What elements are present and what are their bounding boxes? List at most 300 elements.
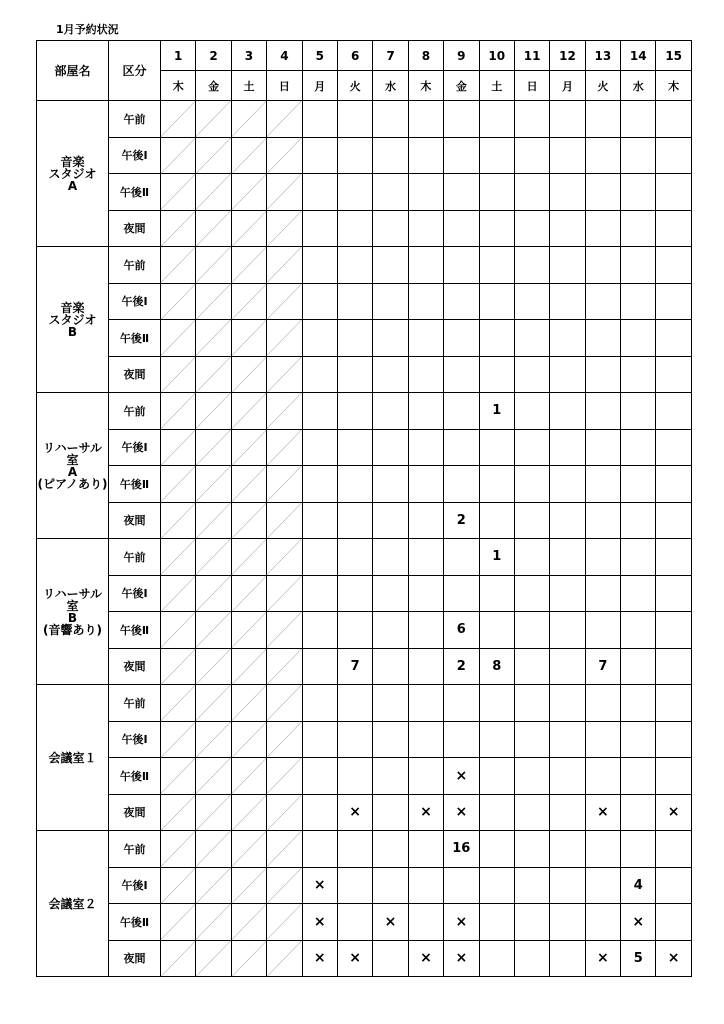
cell-day-9	[444, 466, 479, 503]
cell-day-7	[373, 539, 408, 576]
header-weekday-11: 日	[514, 71, 549, 101]
diagonal-line	[232, 576, 266, 612]
room-name-line: B	[67, 324, 78, 339]
unavailable-cell	[231, 648, 266, 685]
cell-day-12	[550, 210, 585, 247]
booked-mark: ×	[302, 940, 337, 977]
diagonal-line	[232, 722, 266, 758]
room-name-line: 音楽	[60, 154, 85, 169]
diagonal-line	[196, 904, 230, 940]
cell-day-8	[408, 137, 443, 174]
slot-label: 夜間	[109, 502, 161, 539]
cell-day-8	[408, 393, 443, 430]
unavailable-cell	[161, 283, 196, 320]
diagonal-line	[196, 831, 230, 867]
cell-day-6	[337, 247, 372, 284]
cell-day-8	[408, 466, 443, 503]
cell-day-10	[479, 320, 514, 357]
diagonal-line	[161, 503, 195, 539]
cell-day-5	[302, 247, 337, 284]
cell-day-8	[408, 539, 443, 576]
diagonal-line	[232, 393, 266, 429]
cell-day-7	[373, 429, 408, 466]
booked-mark: ×	[444, 940, 479, 977]
header-weekday-9: 金	[444, 71, 479, 101]
unavailable-cell	[161, 758, 196, 795]
slot-label: 夜間	[109, 210, 161, 247]
unavailable-cell	[196, 685, 231, 722]
diagonal-line	[232, 941, 266, 977]
slot-label: 午後Ⅰ	[109, 575, 161, 612]
unavailable-cell	[196, 904, 231, 941]
unavailable-cell	[161, 502, 196, 539]
unavailable-cell	[161, 940, 196, 977]
header-weekday-10: 土	[479, 71, 514, 101]
cell-day-13	[585, 721, 620, 758]
diagonal-line	[161, 685, 195, 721]
diagonal-line	[161, 941, 195, 977]
cell-day-12	[550, 539, 585, 576]
diagonal-line	[196, 320, 230, 356]
cell-day-12	[550, 101, 585, 138]
unavailable-cell	[231, 101, 266, 138]
header-weekday-8: 木	[408, 71, 443, 101]
diagonal-line	[267, 503, 301, 539]
cell-day-8	[408, 356, 443, 393]
slot-label: 午後Ⅱ	[109, 466, 161, 503]
cell-day-10	[479, 940, 514, 977]
diagonal-line	[267, 576, 301, 612]
header-weekday-1: 木	[161, 71, 196, 101]
cell-day-10	[479, 137, 514, 174]
slot-label: 午後Ⅰ	[109, 721, 161, 758]
unavailable-cell	[231, 867, 266, 904]
cell-day-13	[585, 101, 620, 138]
unavailable-cell	[196, 429, 231, 466]
unavailable-cell	[231, 539, 266, 576]
room-name	[37, 101, 109, 247]
unavailable-cell	[267, 794, 302, 831]
diagonal-line	[267, 320, 301, 356]
diagonal-line	[161, 174, 195, 210]
unavailable-cell	[196, 758, 231, 795]
unavailable-cell	[196, 612, 231, 649]
cell-day-7	[373, 283, 408, 320]
cell-day-11	[514, 758, 549, 795]
cell-day-15	[656, 137, 691, 174]
cell-day-15	[656, 685, 691, 722]
cell-day-7	[373, 940, 408, 977]
unavailable-cell	[196, 648, 231, 685]
diagonal-line	[267, 612, 301, 648]
diagonal-line	[161, 320, 195, 356]
cell-day-8	[408, 612, 443, 649]
cell-day-6	[337, 283, 372, 320]
cell-day-9	[444, 101, 479, 138]
diagonal-line	[232, 612, 266, 648]
unavailable-cell	[196, 466, 231, 503]
cell-day-5	[302, 831, 337, 868]
diagonal-line	[232, 247, 266, 283]
diagonal-line	[161, 722, 195, 758]
cell-day-6	[337, 502, 372, 539]
cell-day-15	[656, 648, 691, 685]
cell-day-7	[373, 210, 408, 247]
room-name	[37, 247, 109, 393]
cell-day-5	[302, 393, 337, 430]
cell-day-11	[514, 575, 549, 612]
unavailable-cell	[231, 575, 266, 612]
cell-day-13	[585, 502, 620, 539]
reservation-count: 1	[479, 393, 514, 430]
cell-day-15	[656, 320, 691, 357]
cell-day-11	[514, 101, 549, 138]
cell-day-11	[514, 502, 549, 539]
booked-mark: ×	[444, 758, 479, 795]
header-weekday-12: 月	[550, 71, 585, 101]
cell-day-10	[479, 210, 514, 247]
cell-day-8	[408, 758, 443, 795]
unavailable-cell	[161, 685, 196, 722]
cell-day-15	[656, 612, 691, 649]
unavailable-cell	[267, 758, 302, 795]
cell-day-5	[302, 758, 337, 795]
cell-day-15	[656, 356, 691, 393]
cell-day-8	[408, 904, 443, 941]
header-weekday-3: 土	[231, 71, 266, 101]
cell-day-10	[479, 466, 514, 503]
header-day-15: 15	[656, 41, 691, 71]
cell-day-5	[302, 174, 337, 211]
cell-day-12	[550, 794, 585, 831]
cell-day-13	[585, 831, 620, 868]
diagonal-line	[196, 393, 230, 429]
diagonal-line	[267, 138, 301, 174]
unavailable-cell	[231, 721, 266, 758]
header-weekday-5: 月	[302, 71, 337, 101]
room-name	[37, 831, 109, 977]
cell-day-10	[479, 867, 514, 904]
cell-day-11	[514, 831, 549, 868]
slot-label: 夜間	[109, 648, 161, 685]
diagonal-line	[267, 649, 301, 685]
unavailable-cell	[267, 210, 302, 247]
cell-day-5	[302, 721, 337, 758]
cell-day-10	[479, 283, 514, 320]
unavailable-cell	[231, 174, 266, 211]
cell-day-12	[550, 721, 585, 758]
cell-day-13	[585, 320, 620, 357]
diagonal-line	[267, 466, 301, 502]
unavailable-cell	[267, 393, 302, 430]
cell-day-12	[550, 685, 585, 722]
cell-day-5	[302, 794, 337, 831]
cell-day-15	[656, 867, 691, 904]
cell-day-9	[444, 247, 479, 284]
unavailable-cell	[196, 210, 231, 247]
cell-day-12	[550, 612, 585, 649]
cell-day-14	[621, 539, 656, 576]
diagonal-line	[196, 539, 230, 575]
unavailable-cell	[161, 794, 196, 831]
cell-day-12	[550, 320, 585, 357]
diagonal-line	[196, 612, 230, 648]
unavailable-cell	[196, 393, 231, 430]
diagonal-line	[232, 904, 266, 940]
room-name-line: A	[67, 178, 78, 193]
cell-day-14	[621, 502, 656, 539]
diagonal-line	[267, 831, 301, 867]
room-name-line: (ピアノあり)	[37, 476, 108, 491]
unavailable-cell	[196, 575, 231, 612]
cell-day-6	[337, 137, 372, 174]
cell-day-14	[621, 283, 656, 320]
unavailable-cell	[267, 831, 302, 868]
unavailable-cell	[267, 283, 302, 320]
cell-day-9	[444, 210, 479, 247]
diagonal-line	[196, 868, 230, 904]
reservation-count: 16	[444, 831, 479, 868]
header-day-11: 11	[514, 41, 549, 71]
slot-label: 午前	[109, 831, 161, 868]
cell-day-12	[550, 429, 585, 466]
cell-day-8	[408, 685, 443, 722]
cell-day-13	[585, 283, 620, 320]
unavailable-cell	[267, 356, 302, 393]
slot-label: 午後Ⅰ	[109, 429, 161, 466]
cell-day-13	[585, 174, 620, 211]
slot-label: 夜間	[109, 356, 161, 393]
unavailable-cell	[161, 575, 196, 612]
unavailable-cell	[196, 831, 231, 868]
cell-day-13	[585, 247, 620, 284]
unavailable-cell	[196, 867, 231, 904]
unavailable-cell	[231, 685, 266, 722]
cell-day-6	[337, 429, 372, 466]
cell-day-8	[408, 247, 443, 284]
unavailable-cell	[267, 174, 302, 211]
cell-day-14	[621, 648, 656, 685]
diagonal-line	[232, 174, 266, 210]
cell-day-13	[585, 429, 620, 466]
cell-day-9	[444, 174, 479, 211]
header-weekday-14: 水	[621, 71, 656, 101]
diagonal-line	[232, 466, 266, 502]
unavailable-cell	[267, 575, 302, 612]
diagonal-line	[267, 284, 301, 320]
diagonal-line	[161, 831, 195, 867]
diagonal-line	[232, 795, 266, 831]
diagonal-line	[232, 357, 266, 393]
cell-day-14	[621, 393, 656, 430]
booked-mark: ×	[585, 794, 620, 831]
cell-day-9	[444, 429, 479, 466]
reservation-count: 1	[479, 539, 514, 576]
diagonal-line	[232, 211, 266, 247]
cell-day-5	[302, 137, 337, 174]
unavailable-cell	[231, 137, 266, 174]
cell-day-10	[479, 247, 514, 284]
cell-day-8	[408, 575, 443, 612]
cell-day-15	[656, 831, 691, 868]
cell-day-6	[337, 685, 372, 722]
diagonal-line	[161, 466, 195, 502]
cell-day-6	[337, 831, 372, 868]
header-weekday-7: 水	[373, 71, 408, 101]
diagonal-line	[196, 649, 230, 685]
diagonal-line	[161, 904, 195, 940]
cell-day-14	[621, 356, 656, 393]
cell-day-11	[514, 356, 549, 393]
unavailable-cell	[267, 867, 302, 904]
unavailable-cell	[196, 101, 231, 138]
cell-day-14	[621, 247, 656, 284]
diagonal-line	[196, 174, 230, 210]
cell-day-5	[302, 612, 337, 649]
cell-day-11	[514, 247, 549, 284]
header-day-10: 10	[479, 41, 514, 71]
booked-mark: ×	[444, 904, 479, 941]
unavailable-cell	[267, 685, 302, 722]
unavailable-cell	[267, 320, 302, 357]
diagonal-line	[161, 795, 195, 831]
diagonal-line	[267, 101, 301, 137]
cell-day-6	[337, 466, 372, 503]
header-day-12: 12	[550, 41, 585, 71]
cell-day-13	[585, 575, 620, 612]
cell-day-15	[656, 502, 691, 539]
cell-day-8	[408, 502, 443, 539]
unavailable-cell	[231, 831, 266, 868]
cell-day-11	[514, 612, 549, 649]
booked-mark: ×	[337, 794, 372, 831]
diagonal-line	[232, 430, 266, 466]
cell-day-12	[550, 137, 585, 174]
cell-day-15	[656, 575, 691, 612]
booked-mark: ×	[302, 867, 337, 904]
cell-day-7	[373, 502, 408, 539]
cell-day-6	[337, 320, 372, 357]
unavailable-cell	[231, 758, 266, 795]
cell-day-8	[408, 283, 443, 320]
unavailable-cell	[231, 356, 266, 393]
slot-label: 午後Ⅱ	[109, 320, 161, 357]
unavailable-cell	[161, 904, 196, 941]
cell-day-5	[302, 320, 337, 357]
diagonal-line	[196, 284, 230, 320]
cell-day-14	[621, 685, 656, 722]
diagonal-line	[267, 357, 301, 393]
cell-day-13	[585, 539, 620, 576]
diagonal-line	[196, 795, 230, 831]
unavailable-cell	[161, 247, 196, 284]
diagonal-line	[196, 722, 230, 758]
unavailable-cell	[196, 721, 231, 758]
cell-day-8	[408, 174, 443, 211]
diagonal-line	[161, 576, 195, 612]
cell-day-11	[514, 393, 549, 430]
cell-day-11	[514, 904, 549, 941]
diagonal-line	[267, 904, 301, 940]
cell-day-7	[373, 758, 408, 795]
unavailable-cell	[161, 612, 196, 649]
diagonal-line	[161, 393, 195, 429]
cell-day-10	[479, 575, 514, 612]
cell-day-11	[514, 137, 549, 174]
cell-day-10	[479, 794, 514, 831]
cell-day-9	[444, 539, 479, 576]
diagonal-line	[267, 868, 301, 904]
diagonal-line	[232, 649, 266, 685]
cell-day-14	[621, 612, 656, 649]
unavailable-cell	[267, 648, 302, 685]
cell-day-9	[444, 393, 479, 430]
unavailable-cell	[267, 721, 302, 758]
cell-day-12	[550, 502, 585, 539]
cell-day-11	[514, 794, 549, 831]
cell-day-9	[444, 685, 479, 722]
cell-day-10	[479, 831, 514, 868]
cell-day-11	[514, 539, 549, 576]
slot-label: 午後Ⅱ	[109, 904, 161, 941]
diagonal-line	[196, 576, 230, 612]
diagonal-line	[196, 247, 230, 283]
cell-day-15	[656, 210, 691, 247]
cell-day-6	[337, 575, 372, 612]
cell-day-14	[621, 174, 656, 211]
cell-day-13	[585, 685, 620, 722]
cell-day-11	[514, 685, 549, 722]
room-name-line: リハーサル室	[42, 440, 103, 467]
unavailable-cell	[231, 429, 266, 466]
cell-day-13	[585, 466, 620, 503]
cell-day-7	[373, 867, 408, 904]
cell-day-7	[373, 575, 408, 612]
cell-day-14	[621, 137, 656, 174]
header-day-3: 3	[231, 41, 266, 71]
cell-day-5	[302, 210, 337, 247]
unavailable-cell	[231, 940, 266, 977]
cell-day-10	[479, 721, 514, 758]
cell-day-10	[479, 758, 514, 795]
unavailable-cell	[267, 904, 302, 941]
cell-day-5	[302, 502, 337, 539]
unavailable-cell	[231, 502, 266, 539]
diagonal-line	[232, 831, 266, 867]
cell-day-10	[479, 685, 514, 722]
cell-day-13	[585, 758, 620, 795]
cell-day-15	[656, 904, 691, 941]
cell-day-14	[621, 721, 656, 758]
reservation-count: 2	[444, 648, 479, 685]
diagonal-line	[232, 503, 266, 539]
booked-mark: ×	[302, 904, 337, 941]
diagonal-line	[196, 941, 230, 977]
cell-day-7	[373, 466, 408, 503]
diagonal-line	[232, 101, 266, 137]
diagonal-line	[161, 211, 195, 247]
diagonal-line	[161, 430, 195, 466]
cell-day-15	[656, 758, 691, 795]
cell-day-5	[302, 466, 337, 503]
header-day-8: 8	[408, 41, 443, 71]
header-day-13: 13	[585, 41, 620, 71]
unavailable-cell	[161, 648, 196, 685]
unavailable-cell	[161, 429, 196, 466]
cell-day-13	[585, 356, 620, 393]
diagonal-line	[196, 503, 230, 539]
booked-mark: ×	[337, 940, 372, 977]
